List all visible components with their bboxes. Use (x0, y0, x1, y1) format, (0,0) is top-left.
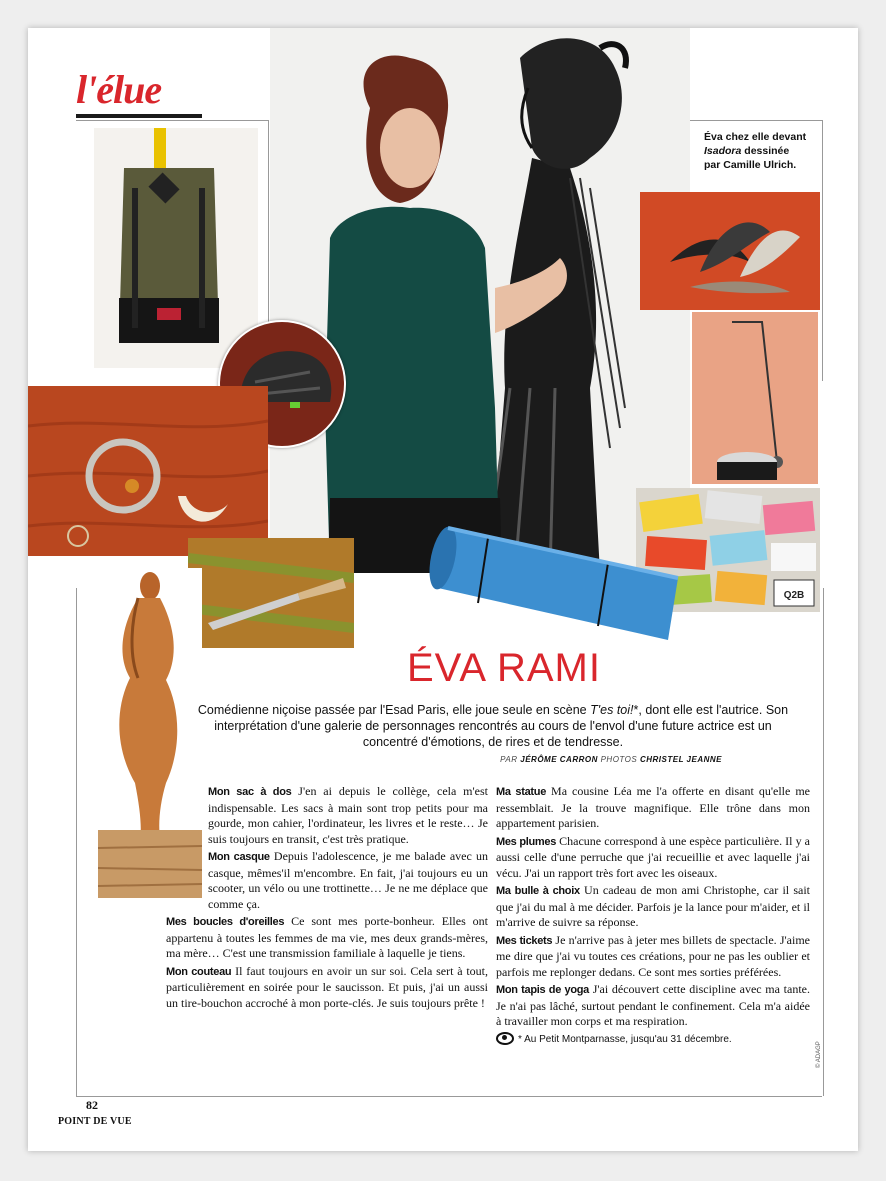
section-text: Chacune correspond à une espèce particulière. Il y a aussi celle d'une perruche que j'ai recueillie et avec laquelle j'ai vécu. J'ai un rapport très fort avec les oiseaux. (496, 833, 810, 880)
yoga-mat-illustration (428, 518, 692, 648)
section-head: Mes plumes (496, 835, 557, 848)
section-head: Mon casque (208, 851, 270, 863)
section-head: Mes boucles d'oreilles (166, 916, 285, 928)
knife-photo (188, 538, 354, 648)
section-text: Je n'arrive pas à jeter mes billets de spectacle. J'aime me dire que j'ai vu toutes ces créations, pour ne pas les oublier et parfois me replonger dedans. Ce sont mes sorties préférées. (496, 932, 810, 979)
pendulum-illustration (692, 312, 818, 484)
section-head: Mon sac à dos (208, 786, 292, 798)
knife-illustration (188, 538, 354, 648)
eye-icon (496, 1032, 514, 1045)
caption-line-1: Éva chez elle devant (704, 131, 807, 143)
footnote-text: * Au Petit Montparnasse, jusqu'au 31 décembre. (518, 1033, 732, 1045)
rubric-underline (76, 114, 202, 118)
feathers-illustration (640, 192, 820, 310)
section-text: Un cadeau de mon ami Christophe, car il sait que j'ai du mal à me décider. Parfois je la lance pour m'aider, et il m'arrive de suivre sa réponse. (496, 883, 810, 929)
section-text: Ce sont mes porte-bonheur. Elles ont appartenu à toutes les femmes de ma vie, mes deux grands-mères, ma mère… C'est une transmission familiale à laquelle je tiens. (166, 914, 488, 960)
copyright-note: © ADAGP (816, 1041, 822, 1068)
section-text: Ma cousine Léa me l'a offerte en disant qu'elle me ressemblait. Je la trouve magnifique. Elle trône dans mon appartement parisien. (496, 784, 810, 830)
magazine-name: POINT DE VUE (58, 1116, 132, 1127)
article-credits (258, 755, 722, 764)
section-head: Ma bulle à choix (496, 885, 580, 897)
section-backpack (208, 784, 488, 847)
article-title: ÉVA RAMI (407, 646, 601, 690)
caption-artwork-title: Isadora (704, 145, 742, 157)
section-text: J'ai découvert cette discipline avec ma tante. Je n'ai pas lâché, surtout pendant le confinement. Cela m'a aidée à travailler mon corps et ma respiration. (496, 982, 810, 1028)
earrings-photo (28, 386, 268, 556)
pendulum-photo (692, 312, 818, 484)
section-bubble (496, 883, 810, 931)
article-intro (188, 702, 798, 750)
credits-author: JÉRÔME CARRON (520, 755, 598, 764)
caption-line-2: dessinée (741, 145, 790, 157)
page-number: 82 (86, 1098, 98, 1112)
magazine-page (28, 28, 858, 1151)
section-head: Mes tickets (496, 934, 553, 947)
text-column-left (166, 784, 488, 1013)
yoga-mat-photo (428, 518, 692, 648)
portrait-illustration (270, 28, 690, 573)
bottom-rule (76, 1096, 822, 1097)
intro-show-title: T'es toi! (590, 703, 634, 717)
section-yoga (496, 982, 810, 1030)
section-tickets (496, 933, 810, 981)
section-text: Il faut toujours en avoir un sur soi. Cela sert à tout, particulièrement en soirée pour le saucisson. Et puis, j'ai un aussi un tire-bouchon accroché à mon porte-clés. Je suis toujours prête ! (166, 963, 488, 1010)
section-earrings (166, 914, 488, 962)
feathers-photo (640, 192, 820, 310)
text-column-right (496, 784, 810, 1049)
section-head: Ma statue (496, 786, 547, 798)
intro-rest: dont elle est l'autrice. Son interprétation d'une galerie de personnages rencontrés au cours de l'envol d'une future actrice est un concentré d'émotions, de rires et de tendresse. (214, 703, 789, 749)
caption-line-3: par Camille Ulrich. (704, 159, 797, 171)
earrings-illustration (28, 386, 268, 556)
section-text: J'en ai depuis le collège, cela m'est indispensable. Les sacs à main sont trop petits pour ma gourde, mon cahier, l'ordinateur, les livres et le reste… Je suis toujours en transit, c'est très pratique. (208, 784, 488, 846)
rubric-title: l'élue (76, 67, 162, 112)
ticket-label: Q2B (783, 590, 805, 601)
credits-photos: PHOTOS (597, 755, 640, 764)
section-head: Mon tapis de yoga (496, 984, 589, 996)
section-statue (496, 784, 810, 832)
intro-main: Comédienne niçoise passée par l'Esad Paris, elle joue seule en scène (197, 703, 591, 717)
photo-caption (704, 130, 826, 172)
credits-photographer: CHRISTEL JEANNE (639, 755, 722, 764)
section-helmet (208, 849, 488, 912)
backpack-photo (94, 128, 258, 368)
intro-asterisk: *, (633, 703, 642, 717)
section-head: Mon couteau (166, 965, 232, 978)
credits-par: PAR (500, 755, 521, 764)
footnote (496, 1032, 810, 1048)
backpack-illustration (94, 128, 258, 368)
portrait-photo (270, 28, 690, 573)
section-text: Depuis l'adolescence, je me balade avec un casque, mêmes'il m'encombre. En fait, j'ai toujours eu un scooter, un vélo ou une trottinette… Je ne me déplace que comme ça. (208, 849, 488, 911)
section-feathers (496, 834, 810, 882)
section-knife (166, 964, 488, 1012)
